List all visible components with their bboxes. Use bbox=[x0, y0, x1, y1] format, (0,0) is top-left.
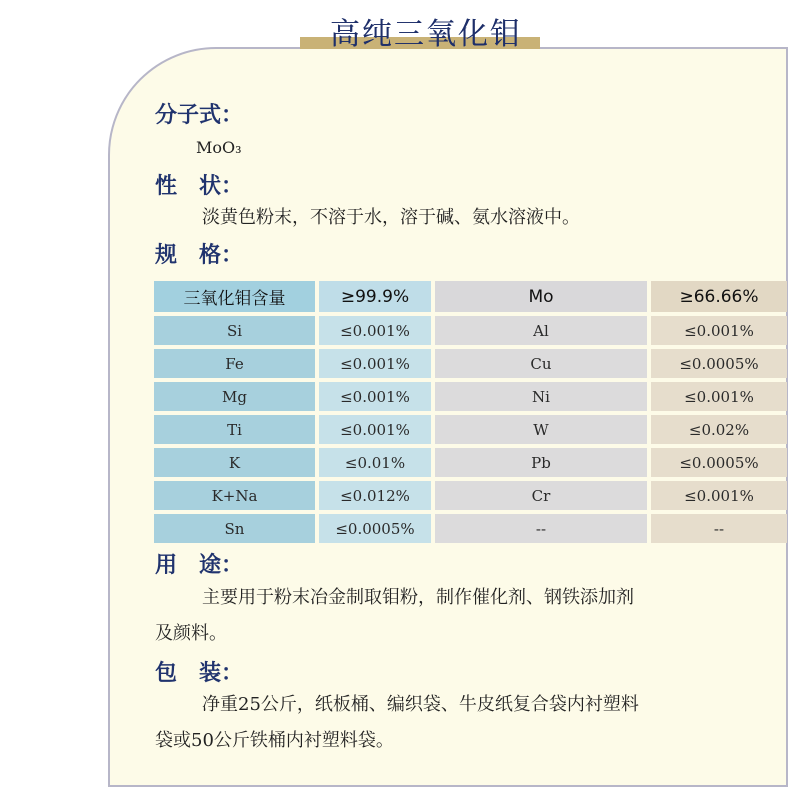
table-header-cell: 三氧化钼含量 bbox=[154, 281, 315, 312]
table-row bbox=[154, 316, 787, 345]
table-header-cell: Mo bbox=[435, 281, 647, 312]
table-cell: Pb bbox=[435, 448, 647, 477]
table-cell: ≤0.001% bbox=[651, 481, 787, 510]
table-cell: Ti bbox=[154, 415, 315, 444]
formula-heading: 分子式： bbox=[155, 103, 244, 128]
table-row bbox=[154, 415, 787, 444]
table-row bbox=[154, 481, 787, 510]
table-cell: Cu bbox=[435, 349, 647, 378]
table-cell: ≤0.001% bbox=[319, 415, 431, 444]
package-line-2: 袋或50公斤铁桶内衬塑料袋。 bbox=[155, 730, 394, 751]
table-cell: Fe bbox=[154, 349, 315, 378]
property-heading: 性 状： bbox=[155, 174, 244, 199]
page-title: 高纯三氧化钼 bbox=[330, 17, 522, 52]
table-cell: Mg bbox=[154, 382, 315, 411]
usage-line-2: 及颜料。 bbox=[155, 623, 227, 644]
usage-heading: 用 途： bbox=[155, 553, 244, 578]
table-cell: ≤0.0005% bbox=[651, 349, 787, 378]
table-cell: ≤0.001% bbox=[319, 382, 431, 411]
table-cell: Cr bbox=[435, 481, 647, 510]
package-heading: 包 装： bbox=[155, 661, 244, 686]
table-cell: ≤0.001% bbox=[651, 382, 787, 411]
table-cell: ≤0.02% bbox=[651, 415, 787, 444]
usage-line-1: 主要用于粉末冶金制取钼粉，制作催化剂、钢铁添加剂 bbox=[202, 587, 634, 608]
table-cell: K+Na bbox=[154, 481, 315, 510]
spec-heading: 规 格： bbox=[155, 243, 244, 268]
table-cell: ≤0.0005% bbox=[651, 448, 787, 477]
table-header-cell: ≥66.66% bbox=[651, 281, 787, 312]
table-cell: W bbox=[435, 415, 647, 444]
table-cell: ≤0.01% bbox=[319, 448, 431, 477]
table-row bbox=[154, 349, 787, 378]
table-row bbox=[154, 448, 787, 477]
property-text: 淡黄色粉末，不溶于水，溶于碱、氨水溶液中。 bbox=[202, 207, 580, 228]
table-cell: ≤0.001% bbox=[319, 316, 431, 345]
table-cell: -- bbox=[435, 514, 647, 543]
table-header-cell: ≥99.9% bbox=[319, 281, 431, 312]
table-header-row bbox=[154, 281, 787, 312]
table-cell: ≤0.0005% bbox=[319, 514, 431, 543]
table-row bbox=[154, 382, 787, 411]
table-cell: ≤0.012% bbox=[319, 481, 431, 510]
formula-text: MoO₃ bbox=[196, 138, 242, 157]
table-cell: -- bbox=[651, 514, 787, 543]
table-cell: Si bbox=[154, 316, 315, 345]
package-line-1: 净重25公斤，纸板桶、编织袋、牛皮纸复合袋内衬塑料 bbox=[202, 694, 639, 715]
table-cell: ≤0.001% bbox=[319, 349, 431, 378]
spec-table bbox=[150, 277, 791, 547]
table-cell: Sn bbox=[154, 514, 315, 543]
table-cell: ≤0.001% bbox=[651, 316, 787, 345]
table-row bbox=[154, 514, 787, 543]
table-cell: K bbox=[154, 448, 315, 477]
table-cell: Ni bbox=[435, 382, 647, 411]
table-cell: Al bbox=[435, 316, 647, 345]
